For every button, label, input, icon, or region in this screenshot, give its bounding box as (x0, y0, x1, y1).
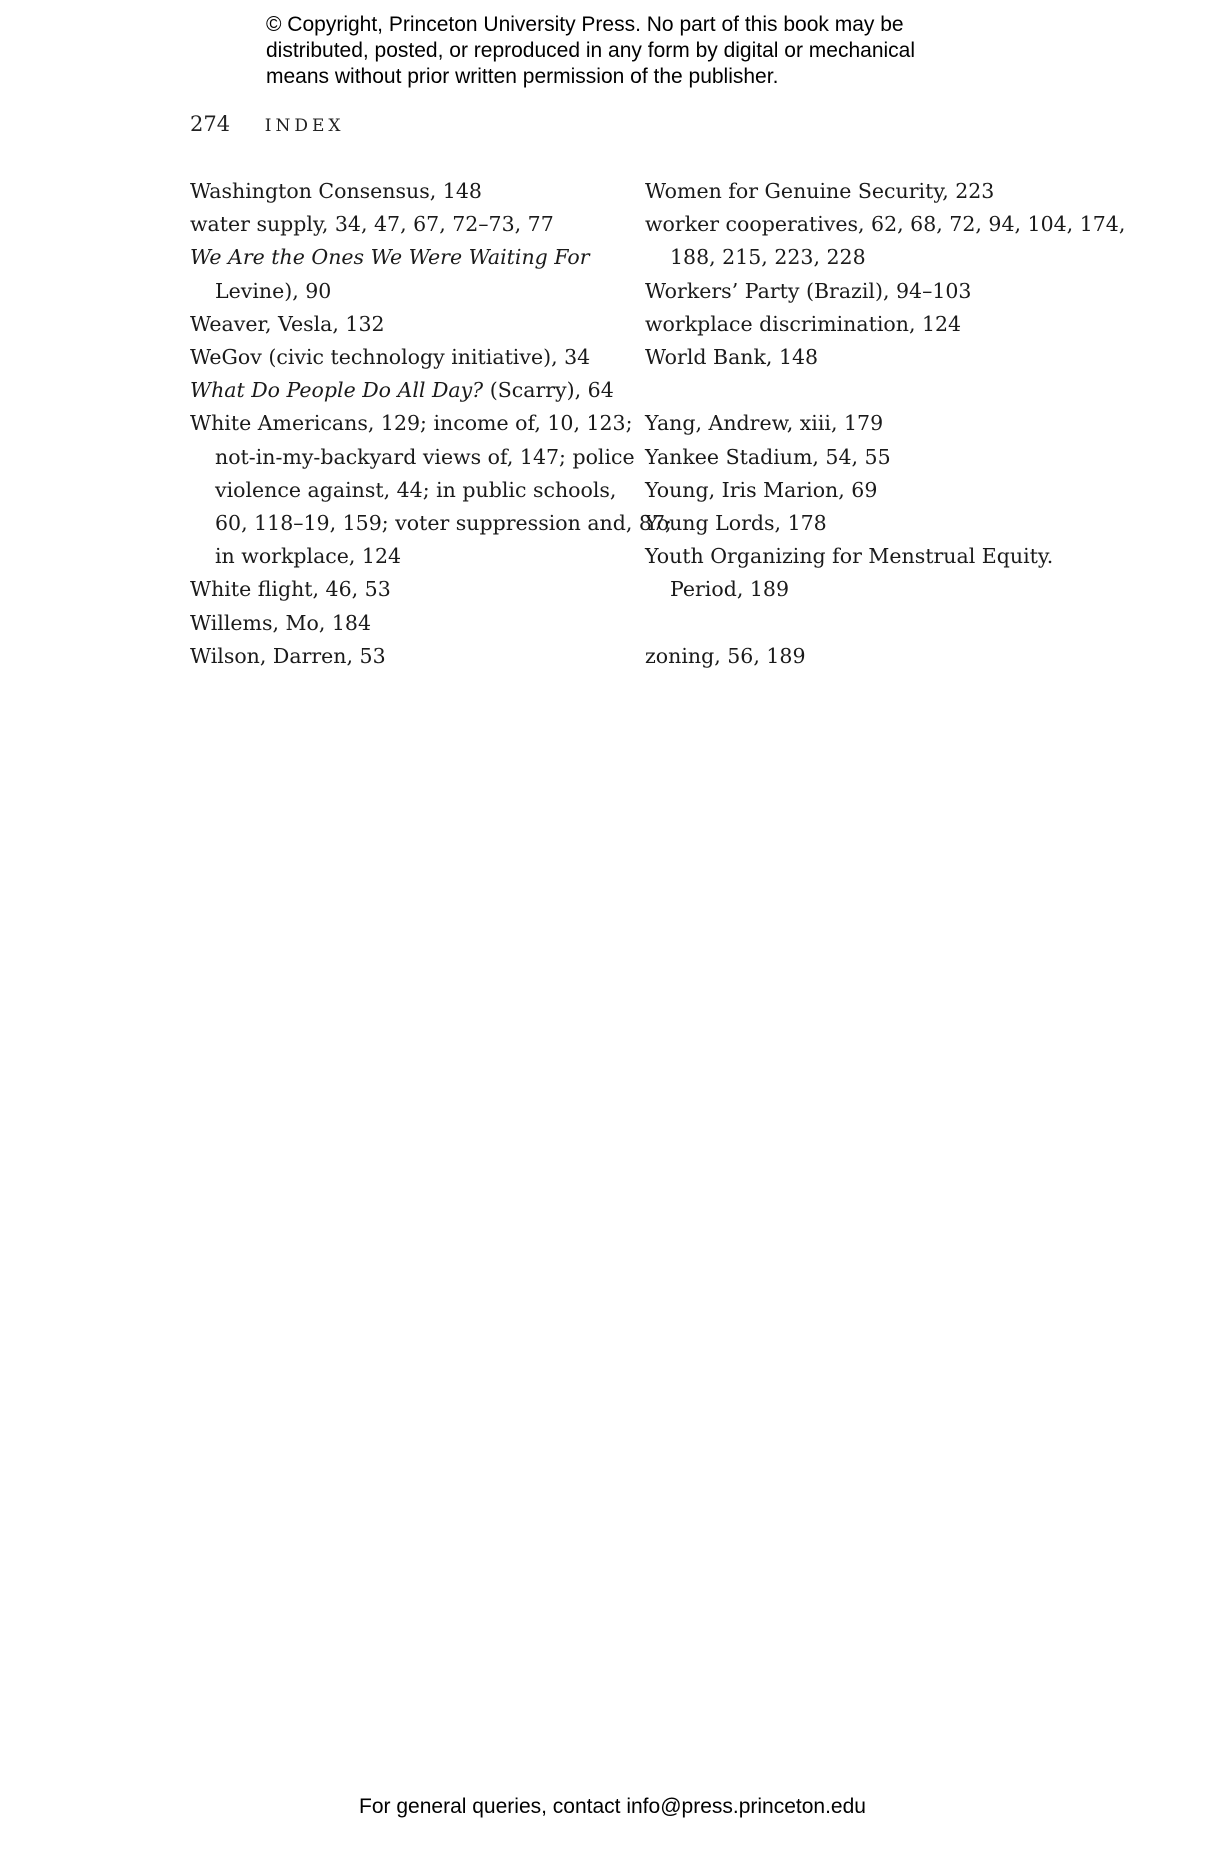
index-entry-continuation: 188, 215, 223, 228 (670, 245, 866, 270)
letter-group-gap (645, 374, 1075, 407)
index-entry: WeGov (civic technology initiative), 34 (190, 345, 591, 370)
index-entry-continuation: not-in-my-backyard views of, 147; police (215, 444, 635, 469)
index-entry: Wilson, Darren, 53 (190, 643, 386, 668)
index-entry: Workers’ Party (Brazil), 94–103 (645, 278, 972, 303)
index-entry: Women for Genuine Security, 223 (645, 179, 995, 203)
index-column-left (190, 175, 672, 673)
footer-contact: For general queries, contact info@press.princeton.edu (359, 1795, 866, 1818)
index-entry: Youth Organizing for Menstrual Equity. (645, 544, 1054, 569)
copyright-line: © Copyright, Princeton University Press. No part of this book may be (266, 13, 904, 36)
book-title: What Do People Do All Day? (190, 378, 484, 403)
index-entry-continuation: 60, 118–19, 159; voter suppression and, 87; (215, 511, 672, 536)
index-entry-continuation: Period, 189 (670, 577, 789, 602)
index-entry-rest: (Scarry), 64 (483, 378, 614, 403)
page-number: 274 (190, 112, 231, 136)
index-entry: Willems, Mo, 184 (190, 610, 371, 635)
index-entry: workplace discrimination, 124 (645, 311, 962, 336)
letter-group-gap (645, 607, 1075, 640)
index-entry: Yang, Andrew, xiii, 179 (645, 411, 884, 436)
copyright-line: means without prior written permission of the publisher. (266, 65, 779, 88)
index-entry: worker cooperatives, 62, 68, 72, 94, 104, 174, (645, 212, 1126, 237)
index-entry: water supply, 34, 47, 67, 72–73, 77 (190, 212, 554, 237)
index-entry: Weaver, Vesla, 132 (190, 311, 385, 336)
copyright-notice (266, 12, 986, 90)
index-entry: Young, Iris Marion, 69 (645, 477, 878, 502)
index-entry: zoning, 56, 189 (645, 643, 806, 668)
index-entry: Young Lords, 178 (645, 511, 827, 536)
running-head (190, 112, 345, 136)
index-entry-continuation: violence against, 44; in public schools, (215, 477, 617, 502)
index-entry: Yankee Stadium, 54, 55 (645, 444, 891, 469)
index-entry-continuation: in workplace, 124 (215, 544, 402, 569)
index-entry: White Americans, 129; income of, 10, 123; (190, 411, 633, 436)
index-entry: World Bank, 148 (645, 345, 819, 370)
index-entry-title: We Are the Ones We Were Waiting For (190, 245, 590, 270)
index-entry: White flight, 46, 53 (190, 577, 391, 602)
index-entry: Washington Consensus, 148 (190, 179, 482, 203)
index-column-right (645, 175, 1126, 673)
copyright-line: distributed, posted, or reproduced in any form by digital or mechanical (266, 39, 916, 62)
index-entry-continuation: Levine), 90 (215, 278, 332, 303)
index-entry (190, 374, 614, 407)
section-title: INDEX (264, 116, 345, 136)
